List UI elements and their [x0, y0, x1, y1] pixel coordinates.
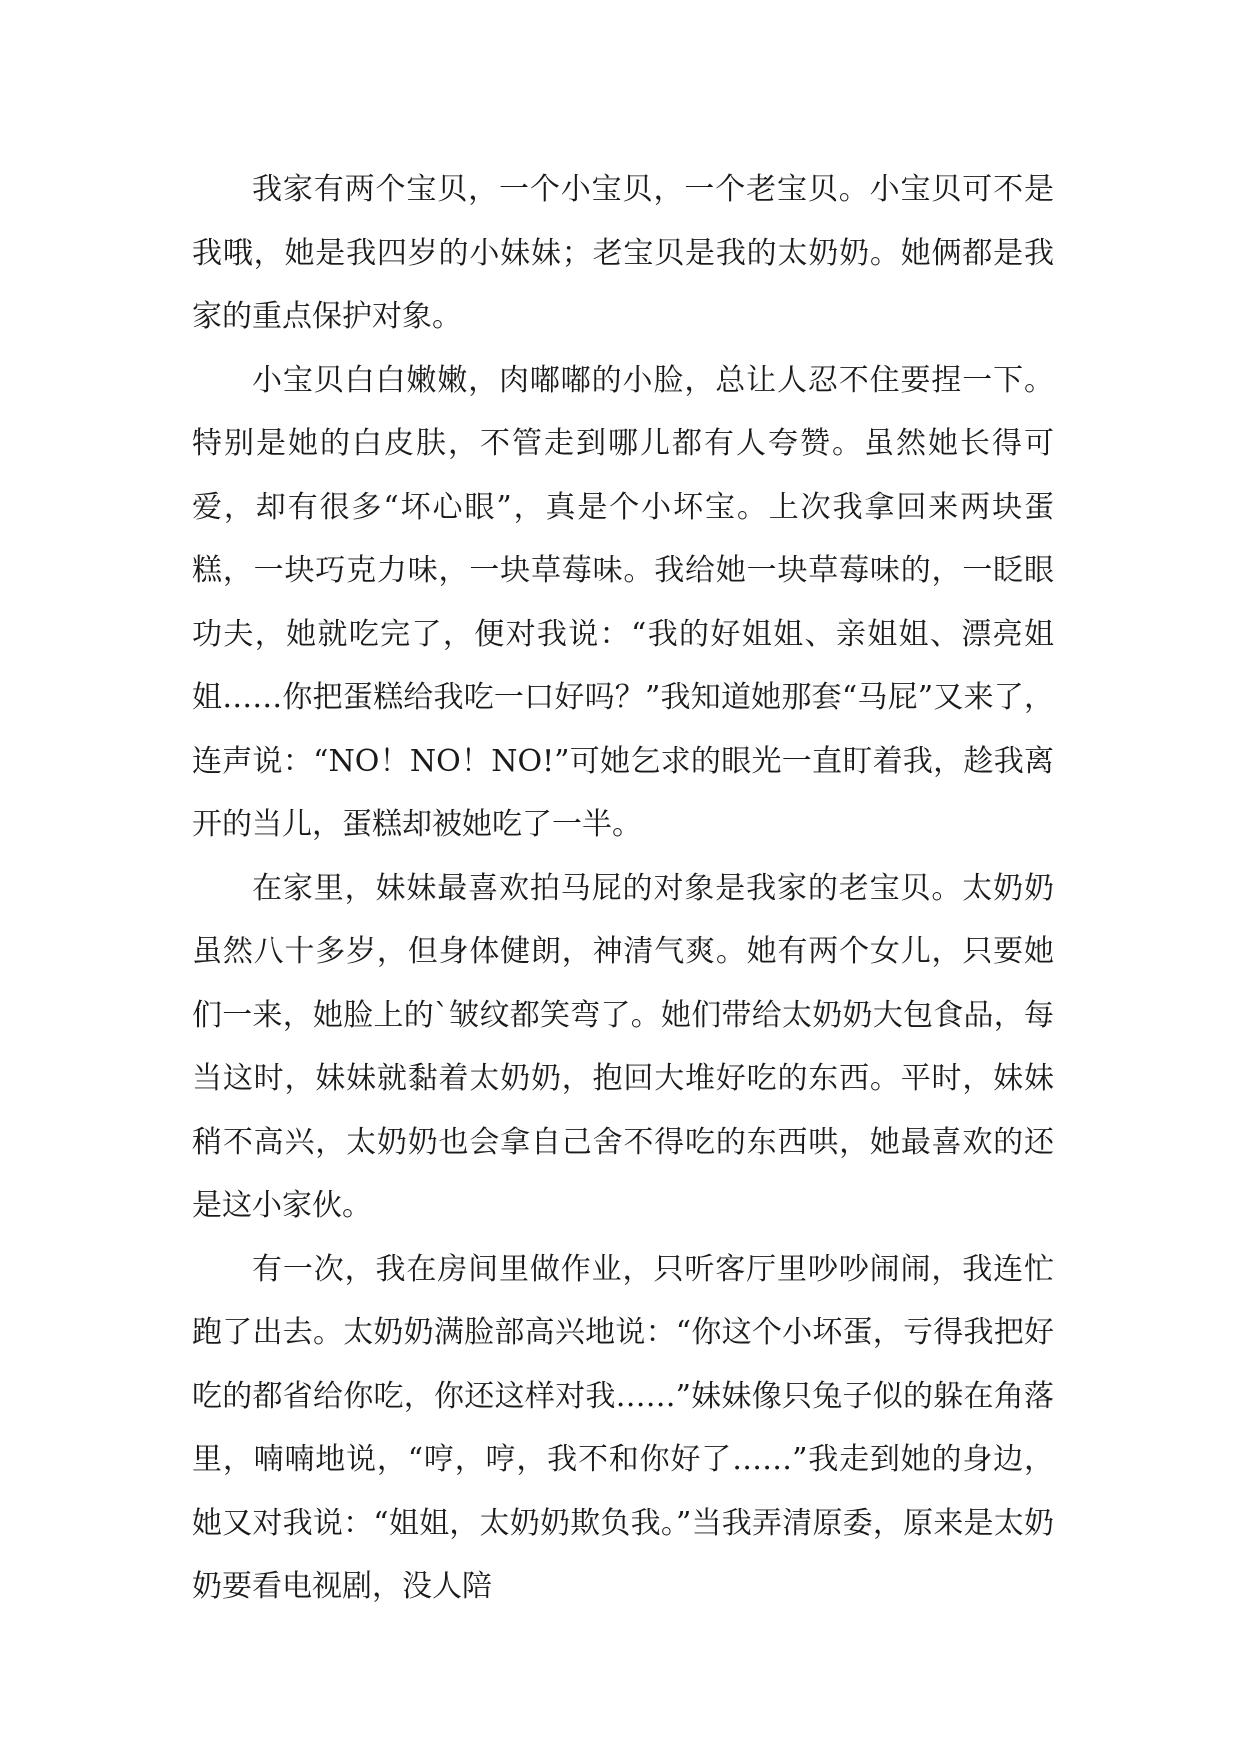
paragraph-3: 在家里，妹妹最喜欢拍马屁的对象是我家的老宝贝。太奶奶虽然八十多岁，但身体健朗，神清气爽。她有两个女儿，只要她们一来，她脸上的`皱纹都笑弯了。她们带给太奶奶大包食品，每当这时，妹妹就黏着太奶奶，抱回大堆好吃的东西。平时，妹妹稍不高兴，太奶奶也会拿自己舍不得吃的东西哄，她最喜欢的还是这小家伙。: [192, 870, 1054, 1223]
paragraph-1: 我家有两个宝贝，一个小宝贝，一个老宝贝。小宝贝可不是我哦，她是我四岁的小妹妹；老宝贝是我的太奶奶。她俩都是我家的重点保护对象。: [192, 172, 1054, 334]
paragraph-4: 有一次，我在房间里做作业，只听客厅里吵吵闹闹，我连忙跑了出去。太奶奶满脸部高兴地说：“你这个小坏蛋，亏得我把好吃的都省给你吃，你还这样对我……”妹妹像只兔子似的躲在角落里，喃喃地说，“哼，哼，我不和你好了……”我走到她的身边，她又对我说：“姐姐，太奶奶欺负我。”当我弄清原委，原来是太奶奶要看电视剧，没人陪: [192, 1251, 1054, 1604]
document-body: [192, 158, 1054, 1619]
paragraph-2: 小宝贝白白嫩嫩，肉嘟嘟的小脸，总让人忍不住要捏一下。特别是她的白皮肤，不管走到哪儿都有人夸赞。虽然她长得可爱，却有很多“坏心眼”，真是个小坏宝。上次我拿回来两块蛋糕，一块巧克力味，一块草莓味。我给她一块草莓味的，一眨眼功夫，她就吃完了，便对我说：“我的好姐姐、亲姐姐、漂亮姐姐……你把蛋糕给我吃一口好吗？”我知道她那套“马屁”又来了，连声说：“NO！NO！NO!”可她乞求的眼光一直盯着我，趁我离开的当儿，蛋糕却被她吃了一半。: [192, 362, 1054, 842]
